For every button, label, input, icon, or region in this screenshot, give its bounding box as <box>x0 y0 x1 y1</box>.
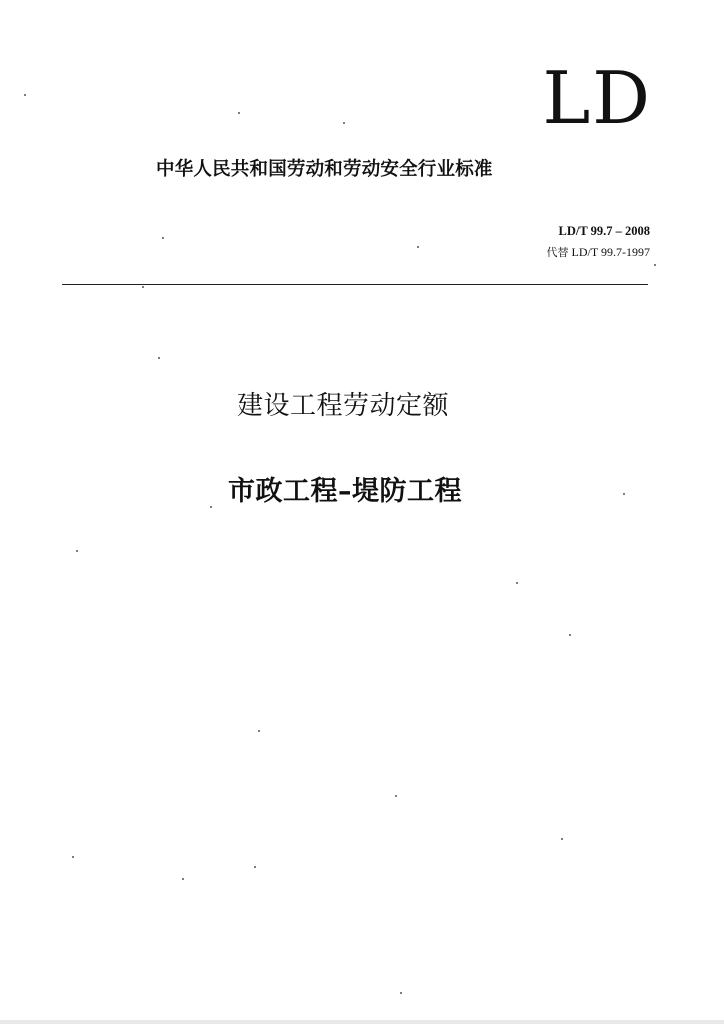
scan-speck <box>254 866 256 868</box>
scan-speck <box>400 992 402 994</box>
scan-speck <box>182 878 184 880</box>
standard-category: 中华人民共和国劳动和劳动安全行业标准 <box>156 159 493 180</box>
scan-speck <box>162 237 164 239</box>
replaces-number: LD/T 99.7-1997 <box>571 245 650 259</box>
document-title: 建设工程劳动定额 <box>237 391 450 421</box>
scan-speck <box>654 264 656 266</box>
scan-speck <box>210 506 212 508</box>
scan-speck <box>258 730 260 732</box>
replaces-line <box>547 244 650 260</box>
document-subtitle: 市政工程–堤防工程 <box>228 476 462 507</box>
header-divider <box>62 284 648 285</box>
scan-speck <box>72 856 74 858</box>
scan-speck <box>569 634 571 636</box>
ld-logo: LD <box>542 56 652 140</box>
scan-speck <box>343 122 345 124</box>
scan-speck <box>158 357 160 359</box>
standard-number: LD/T 99.7 – 2008 <box>558 224 650 238</box>
scan-speck <box>142 286 144 288</box>
scan-edge <box>0 1020 724 1024</box>
scan-speck <box>417 246 419 248</box>
scan-speck <box>623 493 625 495</box>
scan-speck <box>24 94 26 96</box>
replaces-prefix: 代替 <box>546 246 569 259</box>
scan-speck <box>395 795 397 797</box>
scan-speck <box>238 112 240 114</box>
scan-speck <box>76 550 78 552</box>
scan-speck <box>561 838 563 840</box>
scan-speck <box>516 582 518 584</box>
